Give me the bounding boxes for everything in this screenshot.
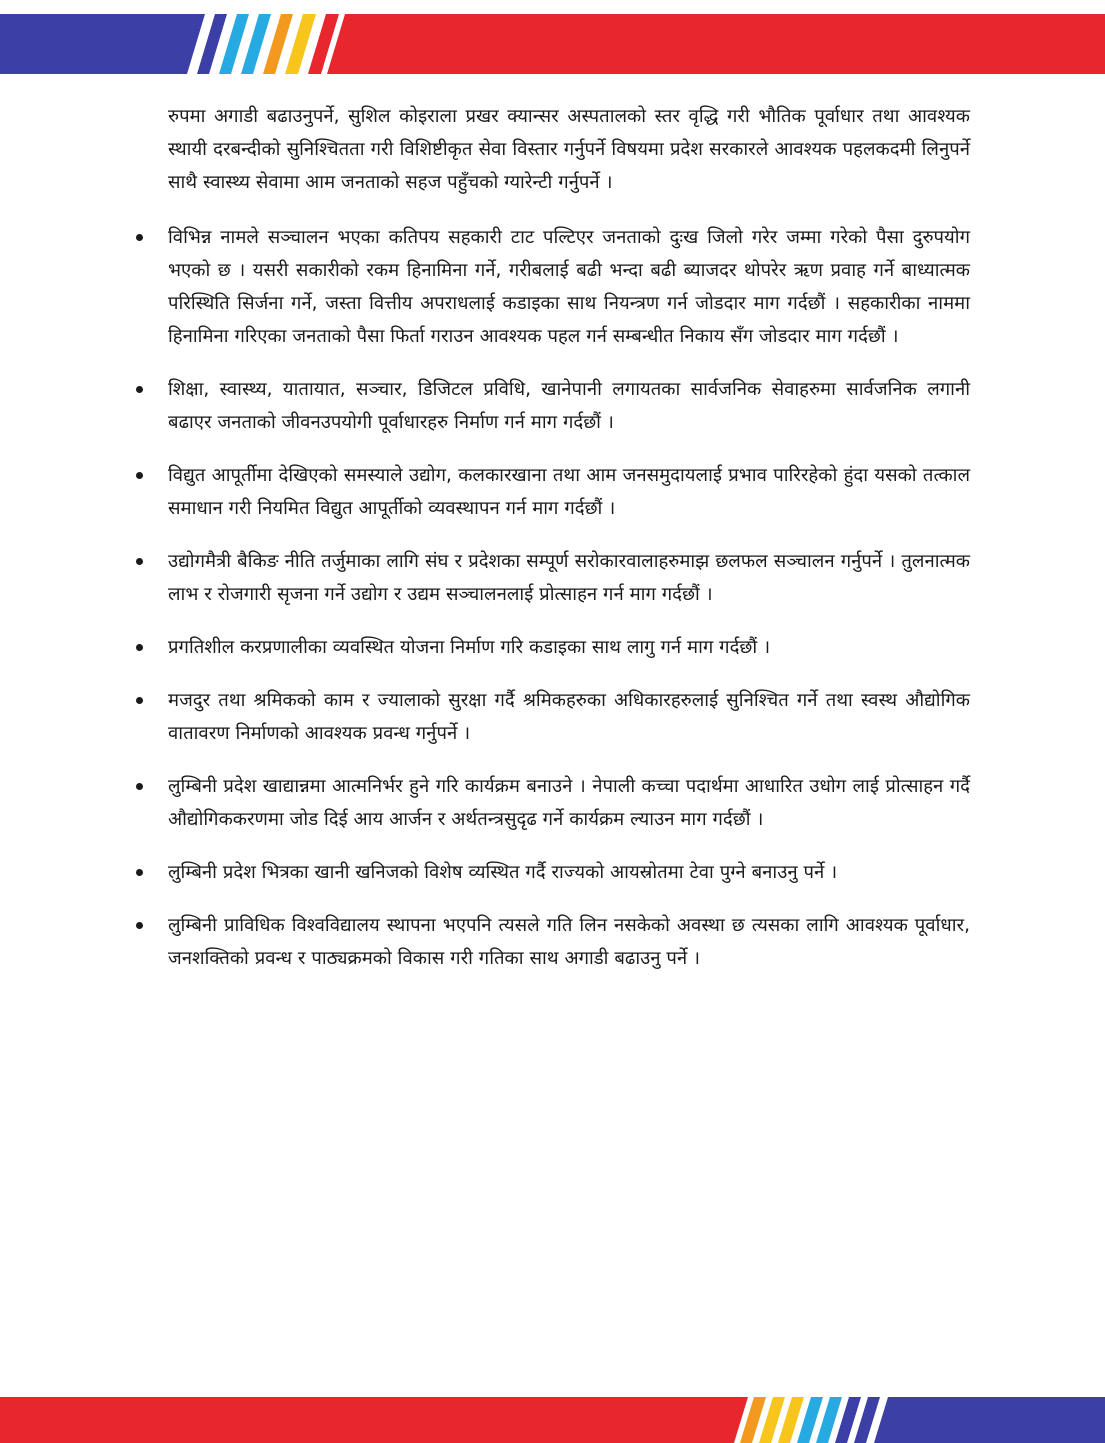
list-item-text: उद्योगमैत्री बैकिङ नीति तर्जुमाका लागि संघ र प्रदेशका सम्पूर्ण सरोकारवालाहरुमाझ छलफल सञ्चालन गर्नुपर्ने । तुलनात्मक लाभ र रोजगारी सृजना गर्ने उद्योग र उद्यम सञ्चालनलाई प्रोत्साहन गर्न माग गर्दछौं ।	[168, 551, 970, 605]
bullet-icon	[136, 922, 143, 929]
list-item	[168, 221, 970, 353]
bullet-icon	[136, 783, 143, 790]
header-color-band	[0, 14, 1105, 74]
list-item	[168, 631, 970, 664]
list-item-text: शिक्षा, स्वास्थ्य, यातायात, सञ्चार, डिजिटल प्रविधि, खानेपानी लगायतका सार्वजनिक सेवाहरुमा सार्वजनिक लगानी बढाएर जनताको जीवनउपयोगी पूर्वाधारहरु निर्माण गर्न माग गर्दछौं ।	[168, 379, 970, 433]
list-item-text: विद्युत आपूर्तीमा देखिएको समस्याले उद्योग, कलकारखाना तथा आम जनसमुदायलाई प्रभाव पारिरहेको हुंदा यसको तत्काल समाधान गरी नियमित विद्युत आपूर्तीको व्यवस्थापन गर्न माग गर्दछौं ।	[168, 465, 970, 519]
bullet-icon	[136, 472, 143, 479]
bullet-icon	[136, 644, 143, 651]
list-item-text: विभिन्न नामले सञ्चालन भएका कतिपय सहकारी टाट पल्टिएर जनताको दुःख जिलो गरेर जम्मा गरेको पैसा दुरुपयोग भएको छ । यसरी सकारीको रकम हिनामिना गर्ने, गरीबलाई बढी भन्दा बढी ब्याजदर थोपरेर ऋण प्रवाह गर्ने बाध्यात्मक परिस्थिति सिर्जना गर्ने, जस्ता वित्तीय अपराधलाई कडाइका साथ नियन्त्रण गर्न जोडदार माग गर्दछौं । सहकारीका नाममा हिनामिना गरिएका जनताको पैसा फिर्ता गराउन आवश्यक पहल गर्न सम्बन्धीत निकाय सँग जोडदार माग गर्दछौं ।	[168, 227, 970, 347]
bullet-icon	[136, 558, 143, 565]
list-item-text: लुम्बिनी प्रदेश खाद्यान्नमा आत्मनिर्भर हुने गरि कार्यक्रम बनाउने । नेपाली कच्चा पदार्थमा आधारित उधोग लाई प्रोत्साहन गर्दै औद्योगिककरणमा जोड दिई आय आर्जन र अर्थतन्त्रसुदृढ गर्ने कार्यक्रम ल्याउन माग गर्दछौं ।	[168, 776, 970, 830]
bullet-icon	[136, 697, 143, 704]
list-item	[168, 459, 970, 525]
bullet-icon	[136, 386, 143, 393]
list-item-text: मजदुर तथा श्रमिकको काम र ज्यालाको सुरक्षा गर्दै श्रमिकहरुका अधिकारहरुलाई सुनिश्चित गर्ने तथा स्वस्थ औद्योगिक वातावरण निर्माणको आवश्यक प्रवन्ध गर्नुपर्ने ।	[168, 690, 970, 744]
footer-color-band	[0, 1397, 1105, 1443]
footer-stripes-graphic	[0, 1397, 1105, 1443]
list-item-text: प्रगतिशील करप्रणालीका व्यवस्थित योजना निर्माण गरि कडाइका साथ लागु गर्न माग गर्दछौं ।	[168, 637, 771, 658]
list-item	[168, 373, 970, 439]
document-body	[168, 100, 970, 995]
list-item	[168, 684, 970, 750]
list-item	[168, 856, 970, 889]
list-item	[168, 909, 970, 975]
bullet-icon	[136, 234, 143, 241]
list-item	[168, 545, 970, 611]
intro-paragraph: रुपमा अगाडी बढाउनुपर्ने, सुशिल कोइराला प्रखर क्यान्सर अस्पतालको स्तर वृद्धि गरी भौतिक पूर्वाधार तथा आवश्यक स्थायी दरबन्दीको सुनिश्चितता गरी विशिष्टीकृत सेवा विस्तार गर्नुपर्ने विषयमा प्रदेश सरकारले आवश्यक पहलकदमी लिनुपर्ने साथै स्वास्थ्य सेवामा आम जनताको सहज पहुँचको ग्यारेन्टी गर्नुपर्ने ।	[168, 106, 970, 193]
list-item	[168, 770, 970, 836]
list-item-text: लुम्बिनी प्रदेश भित्रका खानी खनिजको विशेष व्यस्थित गर्दै राज्यको आयस्रोतमा टेवा पुग्ने बनाउनु पर्ने ।	[168, 862, 838, 883]
bullet-icon	[136, 869, 143, 876]
list-item-text: लुम्बिनी प्राविधिक विश्वविद्यालय स्थापना भएपनि त्यसले गति लिन नसकेको अवस्था छ त्यसका लागि आवश्यक पूर्वाधार, जनशक्तिको प्रवन्ध र पाठ्यक्रमको विकास गरी गतिका साथ अगाडी बढाउनु पर्ने ।	[168, 915, 970, 969]
bullet-list	[168, 221, 970, 975]
header-stripes-graphic	[0, 14, 1105, 74]
